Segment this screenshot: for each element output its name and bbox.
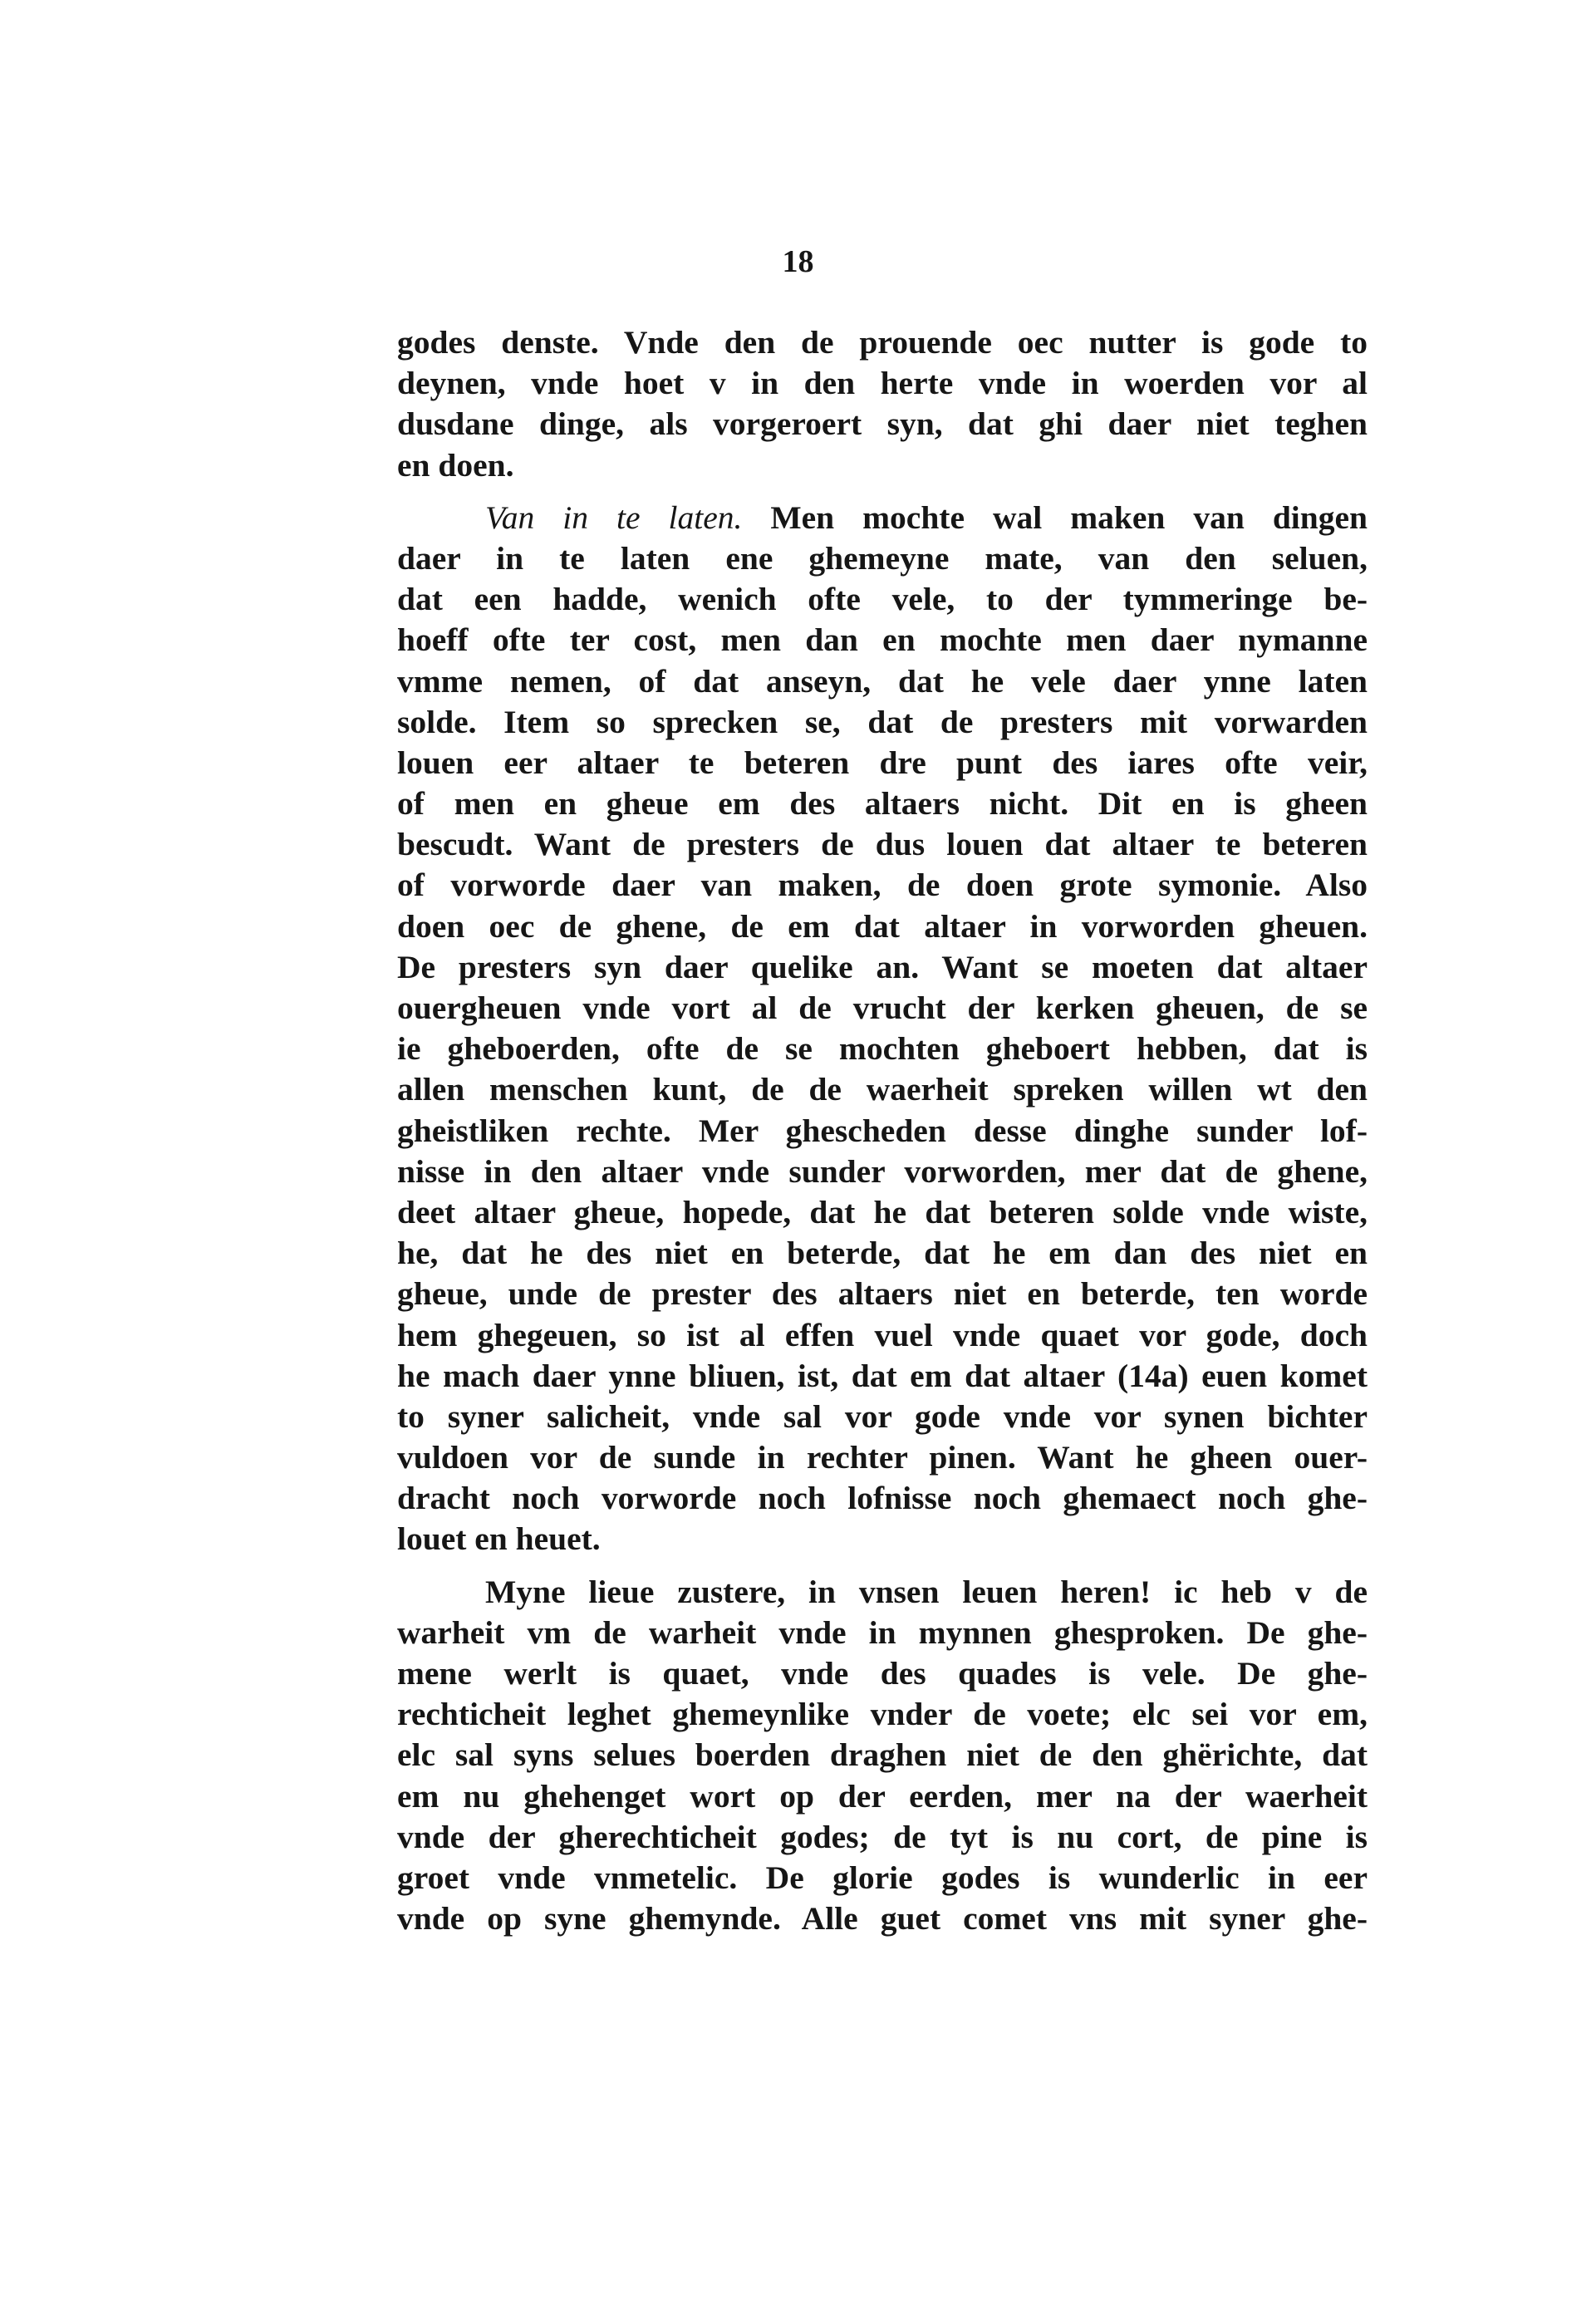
text-line: gheue, unde de prester des altaers niet en beterde, ten worde xyxy=(397,1275,1368,1313)
text-line: ie gheboerden, ofte de se mochten gheboert hebben, dat is xyxy=(397,1030,1368,1068)
text-line: doen oec de ghene, de em dat altaer in vorworden gheuen. xyxy=(397,907,1368,945)
text-line: De presters syn daer quelike an. Want se moeten dat altaer xyxy=(397,948,1368,985)
text-line: nisse in den altaer vnde sunder vorworden, mer dat de ghene, xyxy=(397,1152,1368,1190)
text-line: vuldoen vor de sunde in rechter pinen. Want he gheen ouer- xyxy=(397,1439,1368,1476)
text-line: of vorworde daer van maken, de doen grote symonie. Also xyxy=(397,867,1368,904)
text-line: deet altaer gheue, hopede, dat he dat beteren solde vnde wiste, xyxy=(397,1193,1368,1230)
text-line: dat een hadde, wenich ofte vele, to der tymmeringe be- xyxy=(397,581,1368,618)
text-line: en doen. xyxy=(397,446,514,484)
text-line: mene werlt is quaet, vnde des quades is vele. De ghe- xyxy=(397,1655,1368,1692)
text-line: bescudt. Want de presters de dus louen dat altaer te beteren xyxy=(397,826,1368,863)
text-line: vmme nemen, of dat anseyn, dat he vele daer ynne laten xyxy=(397,662,1368,700)
text-line: dusdane dinge, als vorgeroert syn, dat ghi daer niet teghen xyxy=(397,405,1368,443)
text-line: Myne lieue zustere, in vnsen leuen heren! ic heb v de xyxy=(485,1573,1368,1610)
text-line: dracht noch vorworde noch lofnisse noch ghemaect noch ghe- xyxy=(397,1480,1368,1517)
text-line: groet vnde vnmetelic. De glorie godes is wunderlic in eer xyxy=(397,1859,1368,1896)
paragraph xyxy=(397,322,1368,486)
text-line-rest: Men mochte wal maken van dingen xyxy=(742,498,1368,536)
section-heading: Van in te laten. xyxy=(485,498,743,536)
text-line xyxy=(397,498,1368,538)
paragraph xyxy=(397,1572,1368,1940)
text-line: hem ghegeuen, so ist al effen vuel vnde quaet vor gode, doch xyxy=(397,1316,1368,1353)
text-line: ouergheuen vnde vort al de vrucht der kerken gheuen, de se xyxy=(397,990,1368,1026)
text-line: em nu ghehenget wort op der eerden, mer na der waerheit xyxy=(397,1777,1368,1815)
paragraph xyxy=(397,498,1368,1560)
text-line: he mach daer ynne bliuen, ist, dat em dat altaer (14a) euen komet xyxy=(397,1357,1368,1394)
body-text xyxy=(397,322,1368,1939)
text-line: warheit vm de warheit vnde in mynnen ghesproken. De ghe- xyxy=(397,1613,1368,1651)
text-line: allen menschen kunt, de de waerheit spreken willen wt den xyxy=(397,1071,1368,1108)
text-line: to syner salicheit, vnde sal vor gode vnde vor synen bichter xyxy=(397,1397,1368,1435)
text-line: rechticheit leghet ghemeynlike vnder de voete; elc sei vor em, xyxy=(397,1696,1368,1733)
text-line: daer in te laten ene ghemeyne mate, van den seluen, xyxy=(397,539,1368,577)
text-line: he, dat he des niet en beterde, dat he em dan des niet en xyxy=(397,1235,1368,1272)
text-line: vnde der gherechticheit godes; de tyt is nu cort, de pine is xyxy=(397,1818,1368,1855)
text-line: hoeff ofte ter cost, men dan en mochte men daer nymanne xyxy=(397,621,1368,659)
page-number: 18 xyxy=(782,244,814,279)
text-line: solde. Item so sprecken se, dat de presters mit vorwarden xyxy=(397,703,1368,740)
text-line: of men en gheue em des altaers nicht. Dit en is gheen xyxy=(397,785,1368,823)
text-line: gheistliken rechte. Mer ghescheden desse dinghe sunder lof- xyxy=(397,1112,1368,1149)
text-line: deynen, vnde hoet v in den herte vnde in woerden vor al xyxy=(397,365,1368,402)
text-line: louen eer altaer te beteren dre punt des iares ofte veir, xyxy=(397,744,1368,781)
text-line: vnde op syne ghemynde. Alle guet comet vns mit syner ghe- xyxy=(397,1900,1368,1937)
text-line: elc sal syns selues boerden draghen niet de den ghërichte, dat xyxy=(397,1736,1368,1774)
text-line: godes denste. Vnde den de prouende oec nutter is gode to xyxy=(397,324,1368,361)
text-line: louet en heuet. xyxy=(397,1520,601,1558)
